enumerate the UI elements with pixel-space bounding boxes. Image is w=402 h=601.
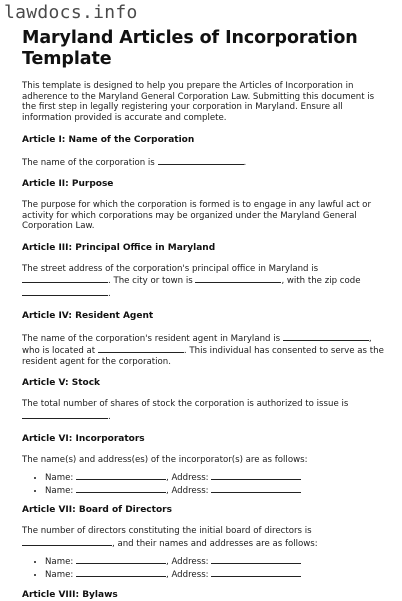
corporation-name-blank[interactable] xyxy=(158,156,244,165)
address-label: , Address: xyxy=(165,473,209,484)
article-1-label: The name of the corporation is xyxy=(22,158,155,169)
article-1-heading: Article I: Name of the Corporation xyxy=(22,135,195,146)
document-title: Maryland Articles of Incorporation Template xyxy=(22,28,358,69)
name-label: Name: xyxy=(45,557,74,568)
incorporators-list xyxy=(22,471,384,496)
article-1-end: . xyxy=(243,158,247,169)
zip-code-blank[interactable] xyxy=(22,287,108,296)
article-6-heading: Article VI: Incorporators xyxy=(22,433,145,444)
address-label: , Address: xyxy=(165,485,209,496)
article-5-end: . xyxy=(108,411,111,422)
director-name-blank[interactable] xyxy=(76,555,166,564)
article-7-part-2: , and their names and addresses are as follows: xyxy=(112,538,318,549)
document xyxy=(22,28,384,601)
resident-agent-address-blank[interactable] xyxy=(98,344,184,353)
article-5-heading: Article V: Stock xyxy=(22,378,101,389)
article-3-part-1: The street address of the corporation's principal office in Maryland is xyxy=(22,263,319,274)
name-label: Name: xyxy=(45,570,74,581)
article-1-text xyxy=(22,156,384,169)
article-3-end: . xyxy=(108,288,111,299)
article-8-heading: Article VIII: Bylaws xyxy=(22,589,118,600)
article-7-text xyxy=(22,526,384,549)
director-count-blank[interactable] xyxy=(22,537,112,546)
article-4-part-3: . This individual has consented to serve as the resident agent for the corporation. xyxy=(22,346,384,367)
city-blank[interactable] xyxy=(195,274,281,283)
list-item xyxy=(45,471,384,484)
street-address-blank[interactable] xyxy=(22,274,108,283)
address-label: , Address: xyxy=(165,557,209,568)
authorized-shares-blank[interactable] xyxy=(22,410,108,419)
article-2-text: The purpose for which the corporation is formed is to engage in any lawful act or activity for which corporations may be organized under the Maryland General Corporation Law. xyxy=(22,199,371,232)
article-4-heading: Article IV: Resident Agent xyxy=(22,310,154,321)
article-6-text: The name(s) and address(es) of the incorporator(s) are as follows: xyxy=(22,454,308,465)
director-name-blank[interactable] xyxy=(76,568,166,577)
directors-list xyxy=(22,555,384,580)
name-label: Name: xyxy=(45,485,74,496)
article-4-part-2: , who is located at xyxy=(22,333,372,357)
article-7-heading: Article VII: Board of Directors xyxy=(22,505,172,516)
director-address-blank[interactable] xyxy=(211,568,301,577)
incorporator-name-blank[interactable] xyxy=(76,471,166,480)
list-item xyxy=(45,484,384,497)
director-address-blank[interactable] xyxy=(211,555,301,564)
intro-paragraph: This template is designed to help you prepare the Articles of Incorporation in adherence to the Maryland General Corporation Law. Submitting this document is the first step in legally registering your corporation in Maryland. Ensure all information provided is accurate and complete. xyxy=(22,81,375,123)
list-item xyxy=(45,568,384,581)
article-3-heading: Article III: Principal Office in Maryland xyxy=(22,242,216,253)
article-4-text xyxy=(22,332,384,368)
article-3-text xyxy=(22,264,384,300)
incorporator-name-blank[interactable] xyxy=(76,484,166,493)
site-watermark: lawdocs.info xyxy=(4,2,138,23)
incorporator-address-blank[interactable] xyxy=(211,471,301,480)
incorporator-address-blank[interactable] xyxy=(211,484,301,493)
name-label: Name: xyxy=(45,473,74,484)
article-5-text xyxy=(22,399,384,422)
article-5-label: The total number of shares of stock the corporation is authorized to issue is xyxy=(22,399,349,410)
resident-agent-name-blank[interactable] xyxy=(283,332,369,341)
article-4-part-1: The name of the corporation's resident agent in Maryland is xyxy=(22,333,281,344)
article-3-part-2: . The city or town is xyxy=(108,276,193,287)
article-3-part-3: , with the zip code xyxy=(281,276,361,287)
list-item xyxy=(45,555,384,568)
article-2-heading: Article II: Purpose xyxy=(22,178,114,189)
address-label: , Address: xyxy=(165,570,209,581)
article-7-part-1: The number of directors constituting the initial board of directors is xyxy=(22,526,312,537)
